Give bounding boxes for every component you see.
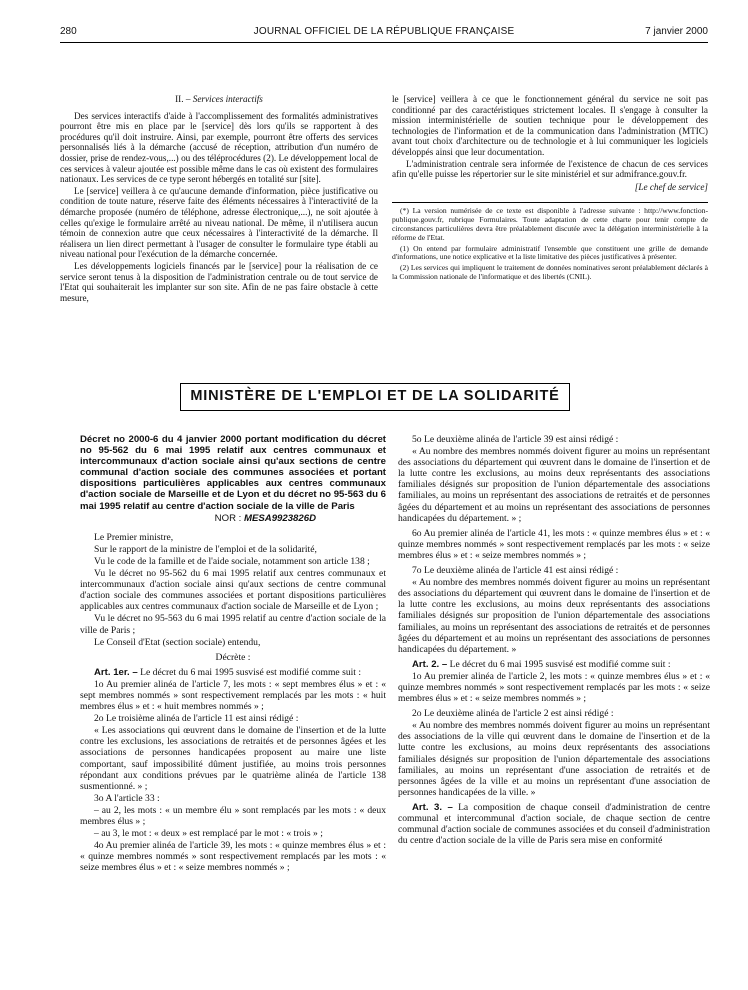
header-rule bbox=[60, 42, 708, 43]
list-item: 3o A l'article 33 : bbox=[94, 792, 160, 804]
list-item: « Au nombre des membres nommés doivent figurer au moins un représentant des associations de la ville qui œuvrent dans le domaine de l'insertion et de la lutte contre les exclusions, au moins deux représentants des associations familiales désignés sur proposition de l'union départementale des associations familiales, au moins un représentant d'une association de retraités et de personnes âgées de la ville et au moins un représentant d'une association de personnes handicapées de la ville. » bbox=[398, 720, 710, 798]
journal-title: JOURNAL OFFICIEL DE LA RÉPUBLIQUE FRANÇAISE bbox=[253, 26, 515, 37]
list-item: 1o Au premier alinéa de l'article 7, les mots : « sept membres élus » et : « sept membres nommés » sont respectivement remplacés par les mots : « huit membres élus » et : « huit membres nommés » ; bbox=[80, 678, 386, 713]
paragraph: Vu le décret no 95-562 du 6 mai 1995 relatif aux centres communaux et intercommunaux d'action sociale ainsi qu'aux sections de centre communal d'action sociale des communes associées et portant dispositions particulières applicables aux centres communaux d'action sociale de Marseille et de Lyon ; bbox=[80, 568, 386, 613]
signature: [Le chef de service] bbox=[634, 181, 708, 192]
list-item: – au 2, les mots : « un membre élu » sont remplacés par les mots : « deux membres élus » ; bbox=[80, 804, 386, 827]
paragraph: Le Premier ministre, bbox=[94, 531, 174, 543]
list-item: 1o Au premier alinéa de l'article 2, les mots : « quinze membres élus » et : « quinze membres nommés » sont respectivement remplacés par les mots : « seize membres élus » et : « seize membres nommés » ; bbox=[398, 670, 710, 705]
article-2: Art. 2. – Le décret du 6 mai 1995 susvisé est modifié comme suit : bbox=[412, 658, 671, 670]
nor-reference: NOR : MESA9923826D bbox=[214, 512, 316, 524]
paragraph: le [service] veillera à ce que le fonctionnement général du service ne soit pas conditionné par des caractéristiques strictement locales. Il s'engage à consulter la mission interministérielle de soutien technique pour le développement des technologies de l'information et de la communication dans l'administration (MTIC) avant tout choix d'architecture ou de technologie et à lui communiquer les logiciels développés ainsi que leur documentation. bbox=[392, 94, 708, 157]
footnote: (*) La version numérisée de ce texte est disponible à l'adresse suivante : http://www.fonction-publique.gouv.fr, rubrique Formulaires. Toute adaptation de cette charte pour tenir compte de circonstances particulières devra être préalablement discutée avec la délégation interministérielle à la réforme de l'Etat. bbox=[392, 206, 708, 242]
paragraph: Le Conseil d'Etat (section sociale) entendu, bbox=[94, 636, 261, 648]
list-item: 6o Au premier alinéa de l'article 41, les mots : « quinze membres élus » et : « quinze membres nommés » sont respectivement remplacés par les mots : « seize membres élus » et : « seize membres nommés » ; bbox=[398, 527, 710, 561]
paragraph: Des services interactifs d'aide à l'accomplissement des formalités administratives pourront être mis en place par le [service] dès lors qu'ils se rapportent à des procédures qu'il doit instruire. Ainsi, par exemple, pourront être offerts des services personnalisés liés à la démarche (accusé de réception, attribution d'un numéro de dossier, prise de rendez-vous,...) ou des téléprocédures (2). Le développement local de ces services à valeur ajoutée est possible même dans le cas où existent des formulaires nationaux. Les services de ce type seront hébergés en totalité sur [site]. bbox=[60, 110, 378, 185]
list-item: 7o Le deuxième alinéa de l'article 41 est ainsi rédigé : bbox=[412, 565, 619, 577]
list-item: « Au nombre des membres nommés doivent figurer au moins un représentant des associations du département qui œuvrent dans le domaine de l'insertion et de la lutte contre les exclusions, au moins deux représentants des associations familiales désignés sur proposition de l'union départementale des associations familiales, au moins un représentant des associations de retraités et de personnes âgées du département et au moins un représentant des associations de personnes handicapées du département. » bbox=[398, 577, 710, 655]
top-right-column bbox=[392, 94, 708, 284]
footnotes bbox=[392, 207, 708, 281]
ministry-name: MINISTÈRE DE L'EMPLOI ET DE LA SOLIDARITÉ bbox=[190, 388, 560, 404]
footnote: (2) Les services qui impliquent le traitement de données nominatives seront préalablement déclarés à la Commission nationale de l'informatique et des libertés (CNIL). bbox=[392, 263, 708, 281]
list-item: 2o Le troisième alinéa de l'article 11 est ainsi rédigé : bbox=[94, 713, 299, 725]
footnote: (1) On entend par formulaire administratif l'ensemble que constituent une grille de demande d'informations, une notice explicative et la liste limitative des pièces justificatives à présenter. bbox=[392, 243, 708, 262]
section-title: II. – Services interactifs bbox=[175, 94, 263, 104]
top-left-column bbox=[60, 94, 378, 304]
article-3: Art. 3. – La composition de chaque conseil d'administration de centre communal et intercommunal d'action sociale, de chaque section de centre communal d'action sociale de communes associées et du conseil d'administration du centre d'action sociale de la ville de Paris sera mise en conformité bbox=[398, 801, 710, 847]
page-number: 280 bbox=[60, 26, 77, 37]
list-item: 5o Le deuxième alinéa de l'article 39 est ainsi rédigé : bbox=[412, 434, 619, 445]
paragraph: Vu le décret no 95-563 du 6 mai 1995 relatif au centre d'action sociale de la ville de Paris ; bbox=[80, 613, 386, 636]
article-1: Art. 1er. – Le décret du 6 mai 1995 susvisé est modifié comme suit : bbox=[94, 666, 362, 678]
decree-right-column bbox=[398, 434, 710, 847]
paragraph: Vu le code de la famille et de l'aide sociale, notamment son article 138 ; bbox=[94, 555, 370, 567]
decree-left-column bbox=[80, 434, 386, 874]
paragraph: L'administration centrale sera informée de l'existence de chacun de ces services afin qu'elle puisse les répertorier sur le site ministériel et sur admifrance.gouv.fr. bbox=[392, 158, 708, 180]
list-item: – au 3, le mot : « deux » est remplacé par le mot : « trois » ; bbox=[94, 828, 323, 840]
paragraph: Les développements logiciels financés par le [service] pour la réalisation de ce service seront tenus à la disposition de l'administration centrale ou de tout service de l'Etat qui souhaiterait les implanter sur son site. Afin de ne pas faire obstacle à cette mesure, bbox=[60, 260, 378, 303]
footnote-rule bbox=[392, 202, 708, 203]
list-item: « Les associations qui œuvrent dans le domaine de l'insertion et de la lutte contre les exclusions, les associations de retraités et de personnes âgées et les associations de personnes handicapées proposent au maire une liste comportant, sauf impossibilité dûment justifiée, au moins trois personnes répondant aux conditions prévues par le quatrième alinéa de l'article 138 susmentionné. » ; bbox=[80, 725, 386, 792]
decree-title: Décret no 2000-6 du 4 janvier 2000 portant modification du décret no 95-562 du 6 mai 1995 relatif aux centres communaux et intercommunaux d'action sociale ainsi qu'aux sections de centre communal d'action sociale des communes associées et portant dispositions particulières applicables aux centres communaux d'action sociale de Marseille et de Lyon et du décret no 95-563 du 6 mai 1995 relatif au centre d'action sociale de la ville de Paris bbox=[80, 434, 386, 512]
list-item: 4o Au premier alinéa de l'article 39, les mots : « quinze membres élus » et : « quinze membres nommés » sont respectivement remplacés par les mots : « seize membres élus » et : « seize membres nommés » ; bbox=[80, 840, 386, 874]
list-item: 2o Le deuxième alinéa de l'article 2 est ainsi rédigé : bbox=[412, 708, 614, 720]
page-header bbox=[60, 26, 708, 40]
decrete-heading: Décrète : bbox=[215, 651, 251, 663]
ministry-banner bbox=[180, 383, 570, 411]
list-item: « Au nombre des membres nommés doivent figurer au moins un représentant des associations du département qui œuvrent dans le domaine de l'insertion et de la lutte contre les exclusions, au moins deux représentants des associations familiales désignés sur proposition de l'union départementale des associations familiales, au moins un représentant des associations de retraités et de personnes âgées du département et au moins un représentant des associations de personnes handicapées du département. » ; bbox=[398, 446, 710, 524]
paragraph: Le [service] veillera à ce qu'aucune demande d'information, pièce justificative ou condition de toute nature, réserve faite des éléments nécessaires à l'interactivité de la démarche proposée (numéro de téléphone, adresse électronique,...), ne soit ajoutée à celles qu'exige le formulaire arrêté au niveau national. De même, il n'utilisera aucun témoin de connexion autre que ceux nécessaires à l'interactivité de la démarche. Il réalisera un lien direct permettant à l'usager de consulter le formulaire type établi au niveau national pour l'exécution de la démarche concernée. bbox=[60, 185, 378, 260]
issue-date: 7 janvier 2000 bbox=[645, 26, 708, 37]
paragraph: Sur le rapport de la ministre de l'emploi et de la solidarité, bbox=[94, 543, 317, 555]
